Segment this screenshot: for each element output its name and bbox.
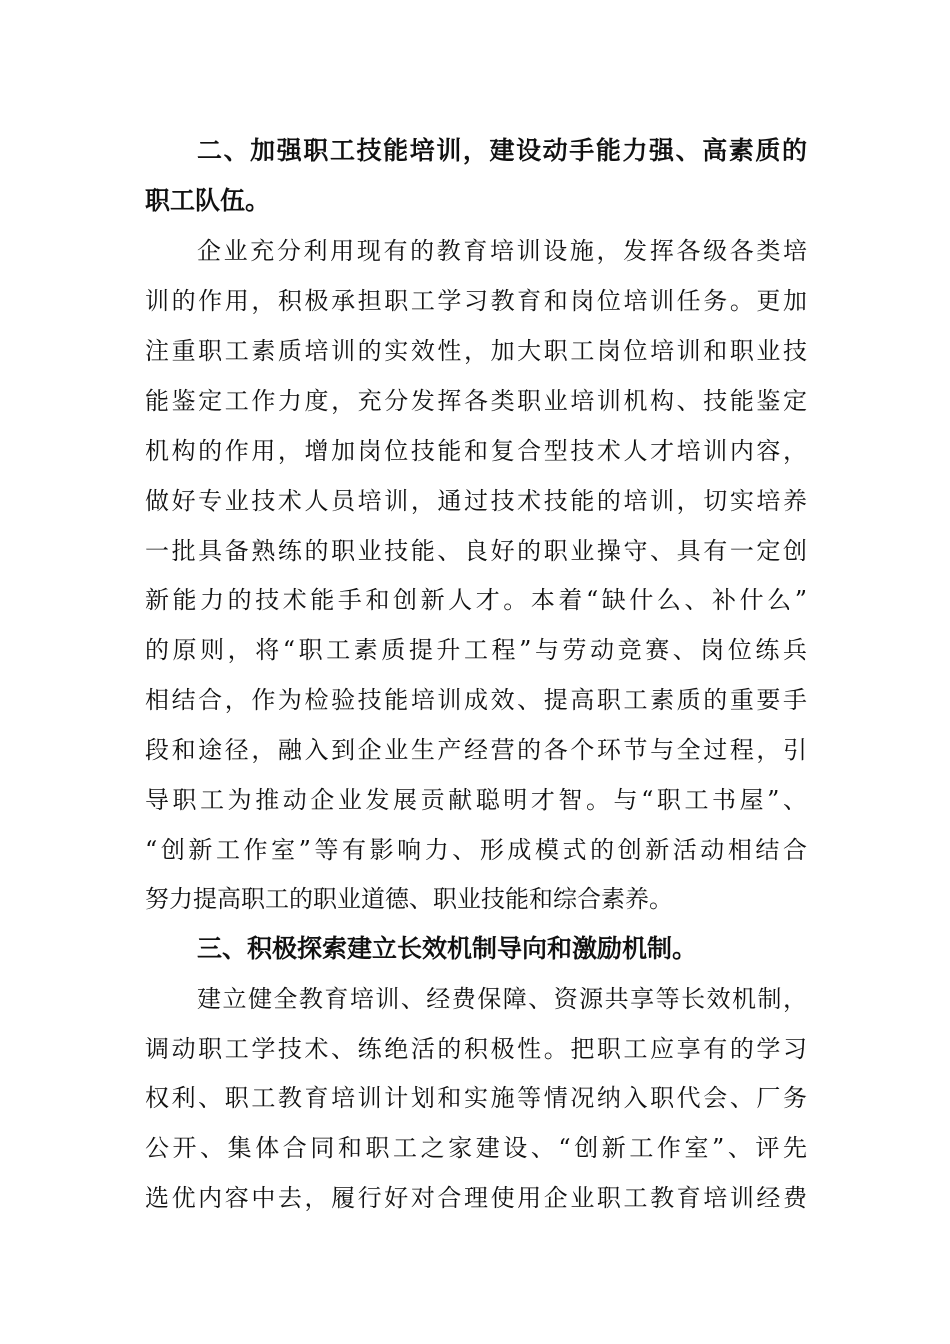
paragraph-line: 选优内容中去，履行好对合理使用企业职工教育培训经费 [145, 1184, 807, 1212]
paragraph-line: 的原则，将“职工素质提升工程”与劳动竞赛、岗位练兵 [145, 636, 807, 664]
section-heading-continued: 职工队伍。 [145, 186, 271, 215]
paragraph-line: 权利、职工教育培训计划和实施等情况纳入职代会、厂务 [145, 1084, 807, 1112]
paragraph-line: 导职工为推动企业发展贡献聪明才智。与“职工书屋”、 [145, 786, 807, 814]
paragraph-line: 做好专业技术人员培训，通过技术技能的培训，切实培养 [145, 487, 807, 515]
paragraph-line: 企业充分利用现有的教育培训设施，发挥各级各类培 [197, 237, 807, 265]
paragraph-line: 公开、集体合同和职工之家建设、“创新工作室”、评先 [145, 1134, 807, 1162]
paragraph-line: 一批具备熟练的职业技能、良好的职业操守、具有一定创 [145, 537, 807, 565]
paragraph-line: 注重职工素质培训的实效性，加大职工岗位培训和职业技 [145, 337, 807, 365]
paragraph-line: 相结合，作为检验技能培训成效、提高职工素质的重要手 [145, 686, 807, 714]
paragraph-line: 训的作用，积极承担职工学习教育和岗位培训任务。更加 [145, 287, 807, 315]
section-heading: 三、积极探索建立长效机制导向和激励机制。 [197, 934, 698, 963]
paragraph-line: 建立健全教育培训、经费保障、资源共享等长效机制， [197, 985, 807, 1013]
section-heading: 二、加强职工技能培训，建设动手能力强、高素质的 [197, 136, 807, 165]
paragraph-line: 能鉴定工作力度，充分发挥各类职业培训机构、技能鉴定 [145, 387, 807, 415]
paragraph-line: 段和途径，融入到企业生产经营的各个环节与全过程，引 [145, 736, 807, 764]
paragraph-line: 努力提高职工的职业道德、职业技能和综合素养。 [145, 885, 673, 913]
paragraph-line: 新能力的技术能手和创新人才。本着“缺什么、补什么” [145, 586, 807, 614]
paragraph-line: 机构的作用，增加岗位技能和复合型技术人才培训内容， [145, 437, 807, 465]
paragraph-line: 调动职工学技术、练绝活的积极性。把职工应享有的学习 [145, 1035, 807, 1063]
paragraph-line: “创新工作室”等有影响力、形成模式的创新活动相结合 [145, 836, 807, 864]
